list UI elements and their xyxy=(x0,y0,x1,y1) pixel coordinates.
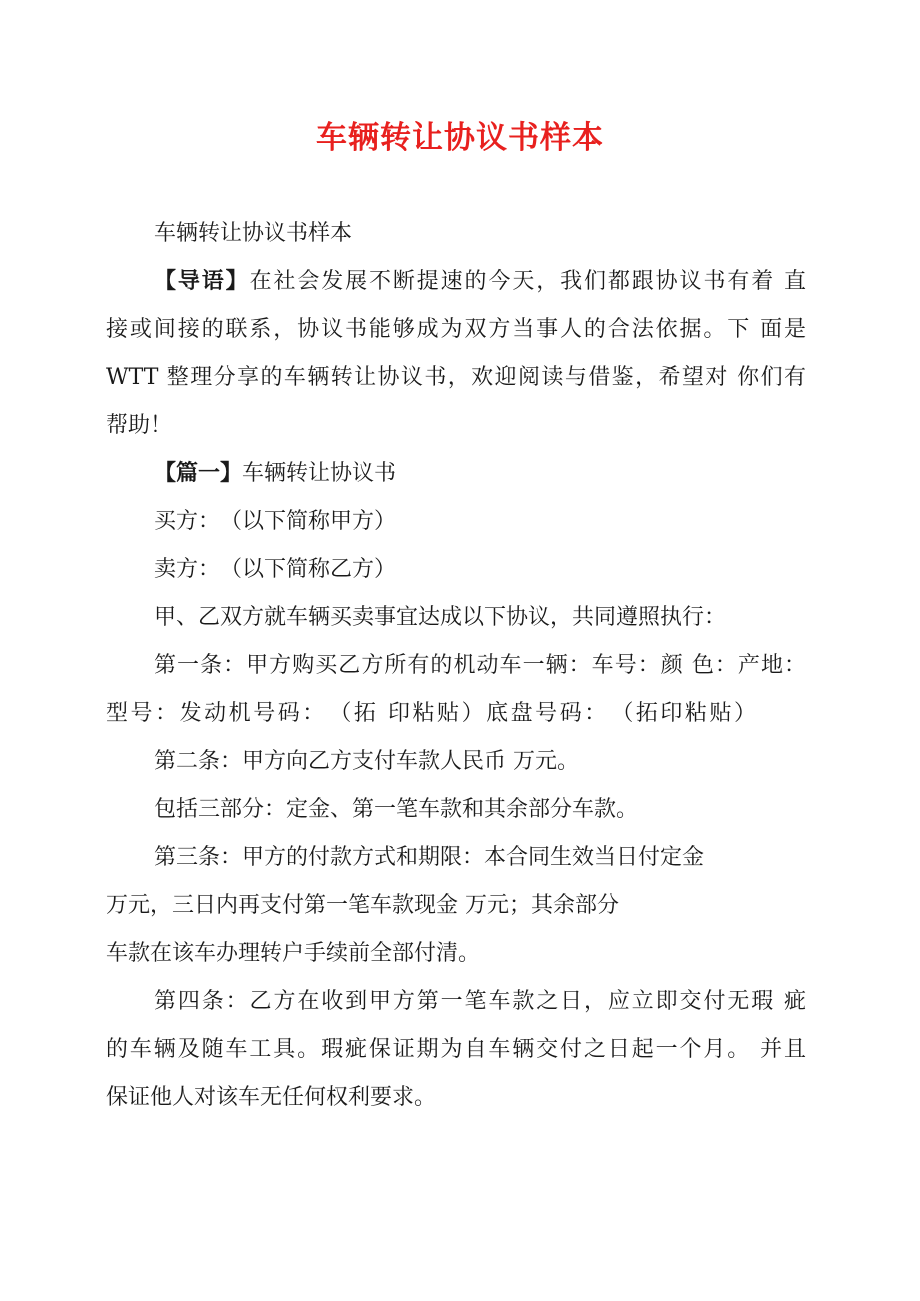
article1-line-2: 型号：发动机号码： （拓 印粘贴）底盘号码： （拓印粘贴） xyxy=(106,701,756,726)
buyer-line: 买方： （以下简称甲方） xyxy=(154,509,397,534)
seller-line: 卖方： （以下简称乙方） xyxy=(154,557,397,582)
intro-label: 【导语】 xyxy=(154,269,250,294)
preamble-line: 甲、乙双方就车辆买卖事宜达成以下协议，共同遵照执行： xyxy=(154,605,727,630)
article3-line-1: 第三条：甲方的付款方式和期限：本合同生效当日付定金 xyxy=(154,845,705,870)
article2-line: 第二条：甲方向乙方支付车款人民币 万元。 xyxy=(154,749,579,774)
section-title: 车辆转让协议书 xyxy=(242,461,397,486)
intro-line-4: 帮助！ xyxy=(106,413,173,438)
subtitle: 车辆转让协议书样本 xyxy=(154,221,353,246)
intro-line-3: WTT 整理分享的车辆转让协议书，欢迎阅读与借鉴，希望对 你们有 xyxy=(106,365,806,390)
article2-detail: 包括三部分：定金、第一笔车款和其余部分车款。 xyxy=(154,797,639,822)
article4-line-3: 保证他人对该车无任何权利要求。 xyxy=(106,1085,437,1110)
section-label: 【篇一】 xyxy=(154,461,243,486)
intro-line-1 xyxy=(154,267,806,297)
article4-line-2: 的车辆及随车工具。瑕疵保证期为自车辆交付之日起一个月。 并且 xyxy=(106,1037,806,1062)
intro-text-1: 在社会发展不断提速的今天，我们都跟协议书有着 直 xyxy=(249,269,806,294)
article3-line-2: 万元，三日内再支付第一笔车款现金 万元；其余部分 xyxy=(106,893,619,918)
section-heading xyxy=(154,459,396,489)
article1-line-1: 第一条：甲方购买乙方所有的机动车一辆：车号：颜 色：产地： xyxy=(154,653,806,678)
article4-line-1: 第四条：乙方在收到甲方第一笔车款之日，应立即交付无瑕 疵 xyxy=(154,989,806,1014)
intro-line-2: 接或间接的联系，协议书能够成为双方当事人的合法依据。下 面是 xyxy=(106,317,806,342)
document-title: 车辆转让协议书样本 xyxy=(316,120,604,156)
article3-line-3: 车款在该车办理转户手续前全部付清。 xyxy=(106,941,481,966)
